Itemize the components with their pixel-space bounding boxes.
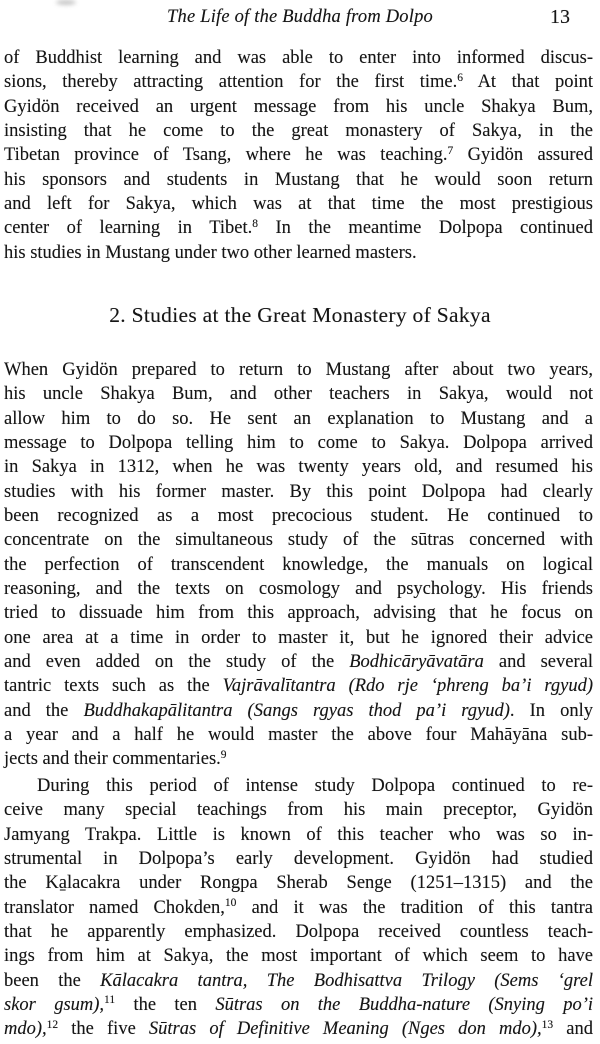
text-segment: a year and a half he would master the above four Mahāyāna sub- [4,724,593,745]
text-line [4,896,593,920]
italic-title-text: mdo), [4,1019,47,1040]
text-line [4,747,593,771]
text-line [4,504,593,528]
text-segment: the perfection of transcendent knowledge, the manuals on logical [4,554,593,575]
page-number: 13 [550,6,570,28]
text-segment: been recognized as a most precocious student. He continued to [4,505,593,526]
text-segment: During this period of intense study Dolpopa continued to re- [37,776,593,796]
text-line [4,823,593,847]
text-line [4,723,593,747]
text-segment: and left for Sakya, which was at that time the most prestigious [4,193,593,214]
text-line [4,119,593,143]
text-line [4,944,593,968]
running-header [0,4,600,30]
paragraph [4,358,593,772]
text-line [4,407,593,431]
text-line [4,699,593,723]
footnote-reference: 11 [104,994,116,1007]
text-segment: Tibetan province of Tsang, where he was teaching. [4,145,448,166]
text-segment: When Gyidön prepared to return to Mustang after about two years, [4,360,593,380]
footnote-reference: 10 [224,897,237,910]
text-segment: and even added on the study of the [4,651,350,672]
text-line [4,553,593,577]
text-line [4,216,593,240]
text-line [4,455,593,479]
text-segment: insisting that he come to the great monastery of Sakya, in the [4,120,593,141]
text-line [4,774,593,798]
text-segment: . In only [509,700,593,721]
text-line [4,577,593,601]
text-segment: studies with his former master. By this point Dolpopa had clearly [4,481,593,502]
text-segment: and it was the tradition of this tantra [236,897,593,918]
text-line [4,1017,593,1041]
text-segment: that he apparently emphasized. Dolpopa received countless teach- [4,921,593,942]
text-line [4,650,593,674]
text-line [4,920,593,944]
text-segment: sions, thereby attracting attention for the first time. [4,72,458,93]
text-line [4,528,593,552]
text-segment: translator named Chokden, [4,897,225,918]
text-line [4,847,593,871]
italic-title-text: Sūtras on the Buddha-nature (Snying po’i [215,994,594,1015]
italic-title-text: Vajrāvalītantra (Rdo rje ‘phreng ba’i rgyud) [222,676,593,697]
italic-title-text: Bodhicāryāvatāra [349,651,484,672]
footnote-reference: 9 [220,748,227,761]
text-segment: his uncle Shakya Bum, and other teachers in Sakya, would not [4,384,593,405]
text-line [4,192,593,216]
text-segment: ings from him at Sakya, the most important of which seem to have [4,946,593,967]
text-segment: in Sakya in 1312, when he was twenty years old, and resumed his [4,457,593,478]
text-segment: the ten [115,994,216,1015]
text-segment: tried to dissuade him from this approach, advising that he focus on [4,603,593,624]
text-line [4,70,593,94]
text-segment: reasoning, and the texts on cosmology and psychology. His friends [4,578,593,599]
text-line [4,95,593,119]
text-segment: been the [4,970,101,991]
text-segment: Gyidön received an urgent message from his uncle Shakya Bum, [4,96,593,117]
paragraph [4,774,593,1042]
text-segment: jects and their commentaries. [4,749,221,770]
running-header-title: The Life of the Buddha from Dolpo [167,7,433,27]
text-segment: his sponsors and students in Mustang that he would soon return [4,169,593,190]
text-segment: center of learning in Tibet. [4,218,253,239]
text-segment: strumental in Dolpopa’s early development. Gyidön had studied [4,848,593,869]
text-segment: Gyidön assured [453,145,593,166]
text-line [4,480,593,504]
text-line [4,143,593,167]
section-heading: 2. Studies at the Great Monastery of Sakya [109,303,491,327]
italic-title-text: Kālacakra tantra, The Bodhisattva Trilogy (Sems ‘grel [100,970,593,991]
footnote-reference: 6 [457,71,464,84]
text-segment: and the [4,700,84,721]
text-segment: allow him to do so. He sent an explanation to Mustang and a [4,408,593,429]
text-segment: concentrate on the simultaneous study of the sūtras concerned with [4,530,593,551]
text-segment: Jamyang Trakpa. Little is known of this teacher who was so in- [4,824,593,845]
text-line [4,798,593,822]
text-line [4,431,593,455]
text-line [4,358,593,382]
text-segment: his studies in Mustang under two other learned masters. [4,242,417,263]
footnote-reference: 7 [447,144,454,157]
text-segment: and [553,1019,593,1040]
italic-title-text: Buddhakapālitantra (Sangs rgyas thod pa’i rgyud) [83,700,510,721]
text-segment: tantric texts such as the [4,676,223,697]
footnote-reference: 8 [252,217,258,230]
text-segment: of Buddhist learning and was able to enter into informed discus- [4,48,593,68]
text-line [4,674,593,698]
text-segment: At that point [463,72,594,93]
footnote-reference: 13 [541,1018,554,1031]
paragraph-continuation [4,46,593,265]
text-segment: In the meantime Dolpopa continued [257,218,594,239]
text-segment: and several [483,651,593,672]
text-line [4,241,593,265]
text-line [4,993,593,1017]
text-line [4,168,593,192]
text-line [4,871,593,895]
italic-title-text: skor gsum), [4,994,105,1015]
text-segment: one area at a time in order to master it, but he ignored their advice [4,627,593,648]
text-segment: ceive many special teachings from his main preceptor, Gyidön [4,800,593,821]
text-segment: message to Dolpopa telling him to come to Sakya. Dolpopa arrived [4,432,593,453]
text-line [4,46,593,70]
italic-title-text: Sūtras of Definitive Meaning (Nges don mdo), [148,1019,542,1040]
text-segment: the Ka̱lacakra under Rongpa Sherab Senge (1251–1315) and the [4,873,593,894]
text-line [4,382,593,406]
text-segment: the five [58,1019,149,1040]
text-line [4,626,593,650]
text-line [4,969,593,993]
footnote-reference: 12 [46,1018,59,1031]
text-line [4,601,593,625]
